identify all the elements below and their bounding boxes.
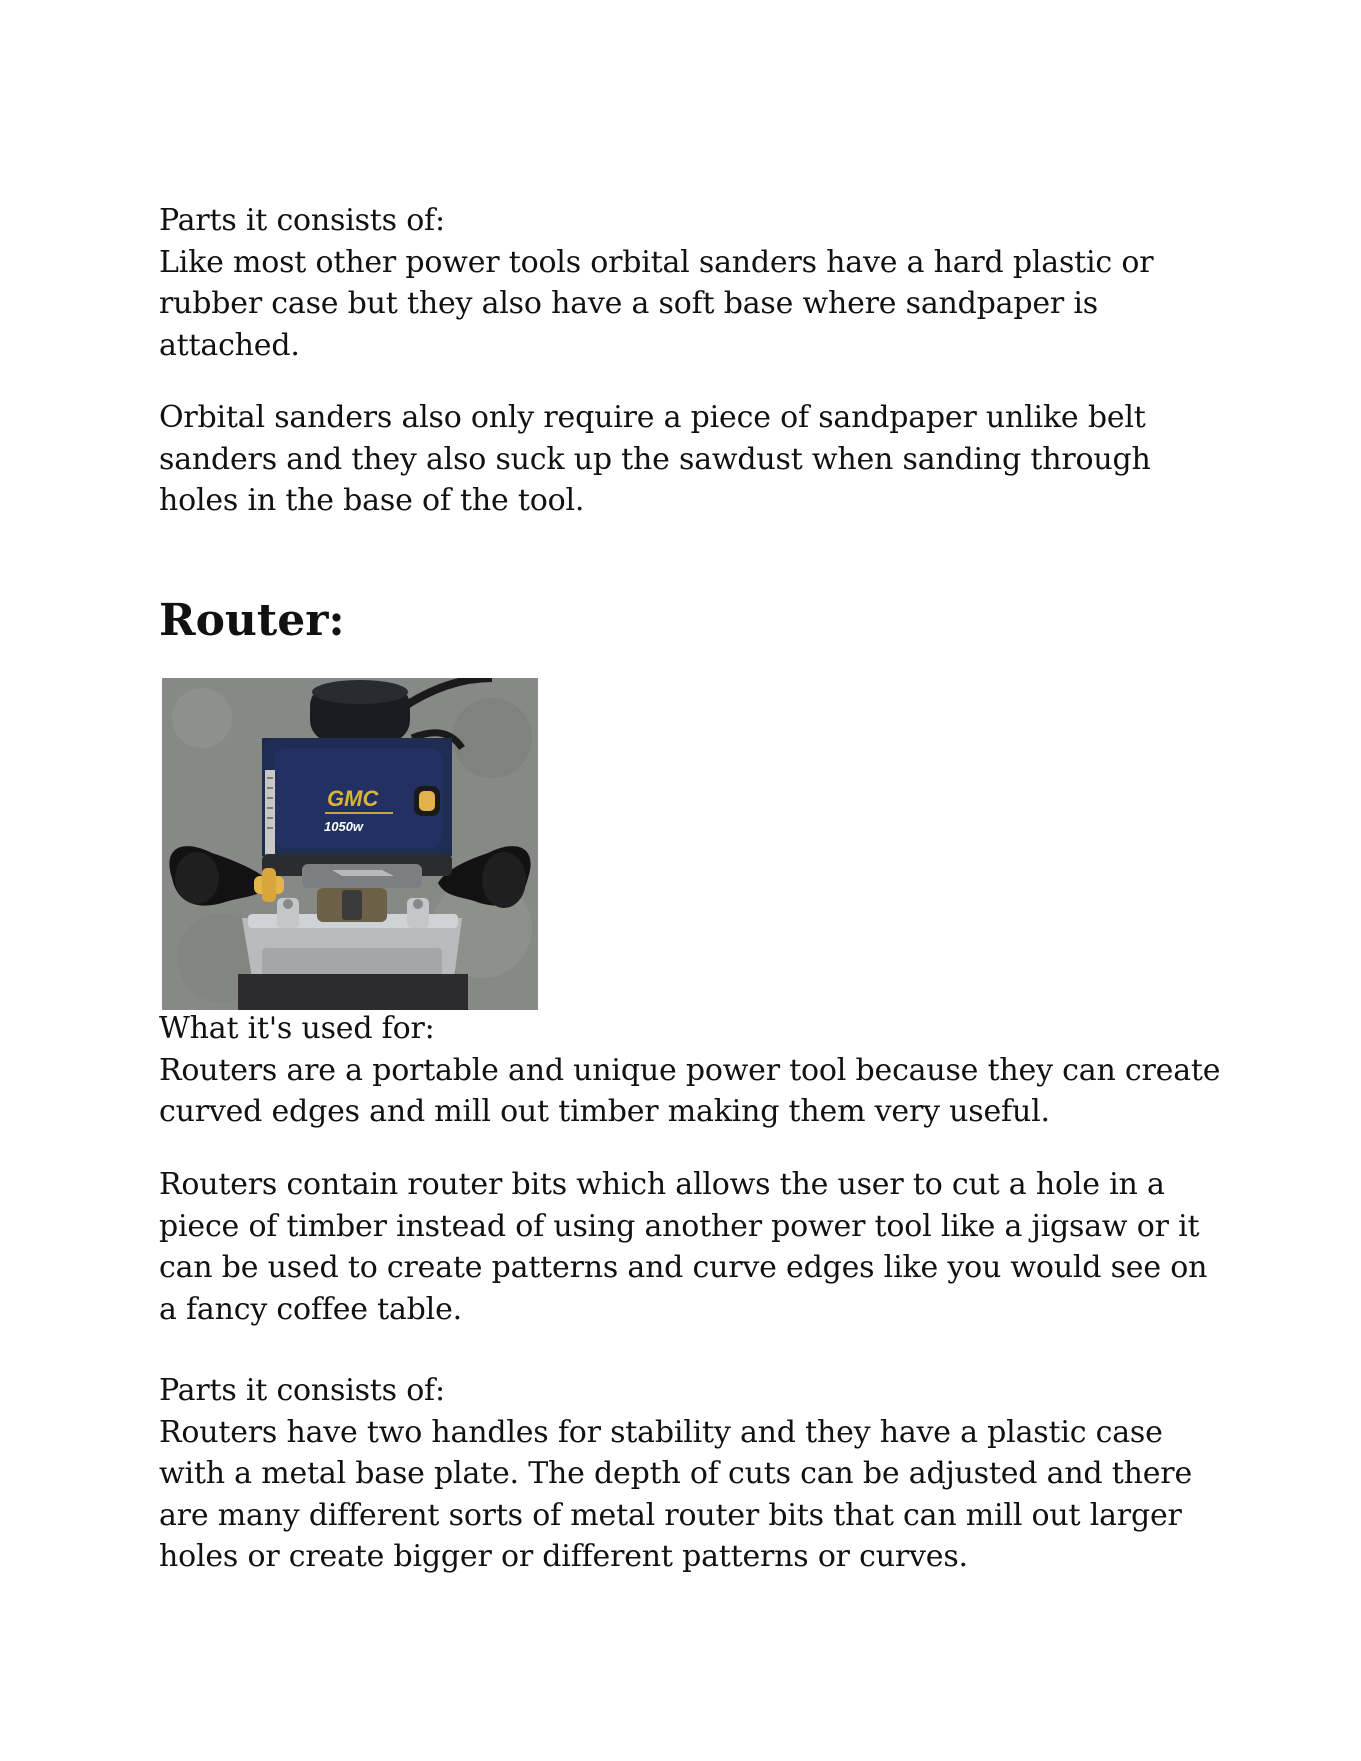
router-heading: Router: (159, 595, 345, 646)
router-photo (162, 678, 538, 1010)
router-brand-label: GMC (327, 786, 379, 811)
router-uses-paragraph-1: Routers are a portable and unique power tool because they can create curved edges and mill out timber making them very useful. (159, 1052, 1221, 1129)
sander-parts-section (159, 200, 1229, 366)
router-uses-heading: What it's used for: (159, 1011, 435, 1046)
router-uses-paragraph-2: Routers contain router bits which allows the user to cut a hole in a piece of timber instead of using another power tool like a jigsaw or it can be used to create patterns and curve edges like you would see on a fancy coffee table. (159, 1167, 1208, 1327)
sander-parts-heading: Parts it consists of: (159, 203, 445, 238)
sander-parts-paragraph-2: Orbital sanders also only require a piece of sandpaper unlike belt sanders and they also suck up the sawdust when sanding through holes in the base of the tool. (159, 400, 1151, 518)
router-uses-section (159, 1008, 1229, 1133)
router-model-label: 1050w (324, 819, 364, 834)
router-parts-heading: Parts it consists of: (159, 1373, 445, 1408)
sander-parts-paragraph-1: Like most other power tools orbital sanders have a hard plastic or rubber case but they also have a soft base where sandpaper is attached. (159, 244, 1154, 363)
router-parts-paragraph-1: Routers have two handles for stability and they have a plastic case with a metal base plate. The depth of cuts can be adjusted and there are many different sorts of metal router bits that can mill out larger holes or create bigger or different patterns or curves. (159, 1414, 1193, 1574)
router-parts-section (159, 1370, 1229, 1578)
